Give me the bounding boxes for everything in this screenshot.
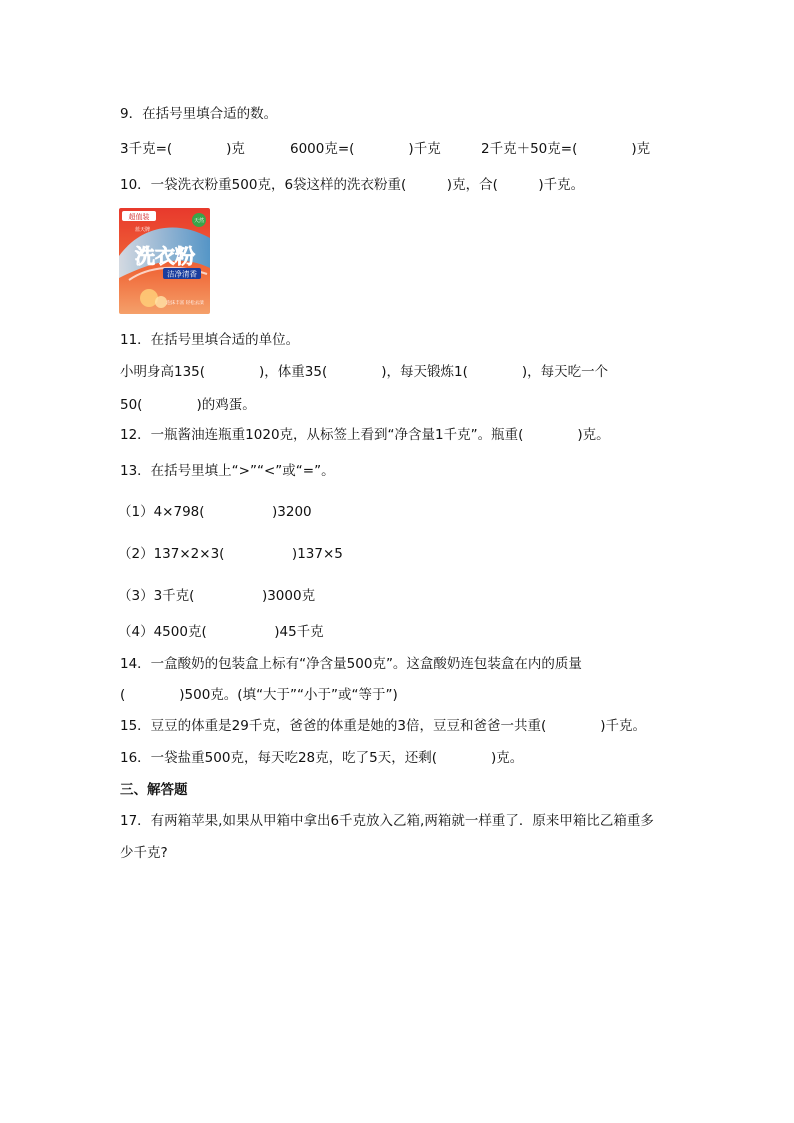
q12-text: 12．一瓶酱油连瓶重1020克，从标签上看到“净含量1千克”。瓶重( )克。 <box>120 427 610 443</box>
q13-item-3: （3）3千克( )3000克 <box>118 588 316 604</box>
q10-text: 10．一袋洗衣粉重500克，6袋这样的洗衣粉重( )克，合( )千克。 <box>120 177 585 193</box>
q11-title: 11．在括号里填合适的单位。 <box>120 332 300 348</box>
q16-text: 16．一袋盐重500克，每天吃28克，吃了5天，还剩( )克。 <box>120 750 524 766</box>
product-title: 洗衣粉 <box>135 244 195 268</box>
q17-line-2: 少千克? <box>120 845 168 861</box>
product-slogan: 洁净清香 <box>167 269 197 279</box>
brand-text: 蓝天牌 <box>135 227 151 233</box>
section-3-title: 三、解答题 <box>120 782 188 798</box>
corner-badge-text: 天然 <box>193 218 205 224</box>
q9-item-3: 2千克＋50克=( )克 <box>481 141 651 157</box>
q13-title: 13．在括号里填上“>”“<”或“=”。 <box>120 463 335 479</box>
q9-title: 9．在括号里填合适的数。 <box>120 106 278 122</box>
product-bottom-text: 泡沫丰富 轻松去渍 <box>166 301 204 306</box>
q11-line-2: 50( )的鸡蛋。 <box>120 397 256 413</box>
q17-line-1: 17．有两箱苹果,如果从甲箱中拿出6千克放入乙箱,两箱就一样重了．原来甲箱比乙箱重多 <box>120 813 654 829</box>
q13-item-2: （2）137×2×3( )137×5 <box>118 546 343 562</box>
q9-item-2: 6000克=( )千克 <box>290 141 441 157</box>
q13-item-1: （1）4×798( )3200 <box>118 504 312 520</box>
badge-text: 超值装 <box>128 213 150 221</box>
q11-line-1: 小明身高135( )，体重35( )，每天锻炼1( )，每天吃一个 <box>120 364 609 380</box>
q13-item-4: （4）4500克( )45千克 <box>118 624 324 640</box>
detergent-package-image <box>119 208 210 314</box>
q14-line-1: 14．一盒酸奶的包装盒上标有“净含量500克”。这盒酸奶连包装盒在内的质量 <box>120 656 582 672</box>
q14-line-2: ( )500克。(填“大于”“小于”或“等于”) <box>120 687 398 703</box>
q9-item-1: 3千克=( )克 <box>120 141 245 157</box>
q15-text: 15．豆豆的体重是29千克，爸爸的体重是她的3倍，豆豆和爸爸一共重( )千克。 <box>120 718 646 734</box>
